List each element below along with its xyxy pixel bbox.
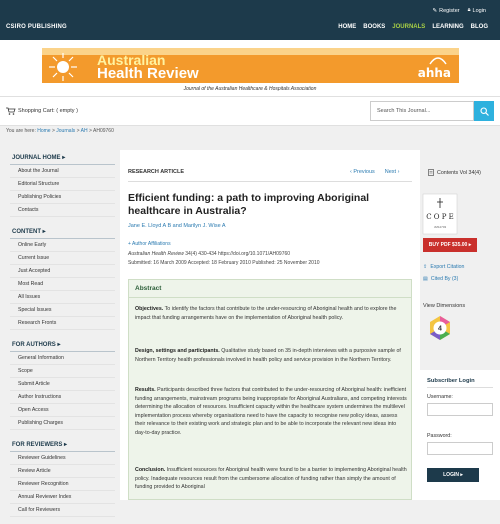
sidebar-item-current-issue[interactable]: Current Issue	[10, 252, 115, 265]
sidebar-item-general-info[interactable]: General Information	[10, 352, 115, 365]
sidebar-item-open-access[interactable]: Open Access	[10, 404, 115, 417]
password-label: Password:	[427, 433, 452, 439]
sunburst-icon	[46, 53, 80, 81]
nav-learning[interactable]: LEARNING	[432, 24, 464, 30]
sidebar-group-authors	[10, 337, 115, 430]
sidebar-heading-reviewers[interactable]: FOR REVIEWERS ▸	[10, 437, 115, 452]
abstract-objectives: Objectives. To identify the factors that contribute to the under-resourcing of Aboriginal health and to explore the impact that funding arrangements have on the implementation of Aboriginal health policy.	[135, 306, 397, 321]
article-dates: Submitted: 16 March 2009 Accepted: 18 February 2010 Published: 25 November 2010	[128, 260, 320, 266]
abstract-results: Results. Participants described three factors that contributed to the under-resourcing of Aboriginal health: inefficient funding arrangements, mainstream programs being inappropriate for Aboriginal Australians, and competing interests determining the allocation of resources. Insufficient capacity within the healthcare system undermines the multilevel implementation process whereby organisations need to have the capacity to recognise new policy ideas, assess their relevance to their existing work and strategic plan and to be able to incorporate the relevant new ideas into day-to-day practice.	[135, 387, 407, 436]
login-link[interactable]: 🔒︎ Login	[467, 7, 486, 14]
main-nav	[338, 24, 488, 30]
cope-text: C O P E	[426, 213, 454, 221]
abstract-divider	[129, 297, 411, 298]
breadcrumb-current: AH09760	[93, 128, 114, 134]
username-field[interactable]	[427, 403, 493, 416]
sidebar-item-reviewer-guidelines[interactable]: Reviewer Guidelines	[10, 452, 115, 465]
sidebar-item-call-reviewers[interactable]: Call for Reviewers	[10, 504, 115, 517]
sidebar-item-editorial[interactable]: Editorial Structure	[10, 178, 115, 191]
sidebar-item-scope[interactable]: Scope	[10, 365, 115, 378]
sidebar-heading-authors[interactable]: FOR AUTHORS ▸	[10, 337, 115, 352]
password-field[interactable]	[427, 442, 493, 455]
username-label: Username:	[427, 394, 453, 400]
cited-by-link[interactable]: ▤ Cited By (3)	[423, 276, 459, 282]
sidebar-item-submit-article[interactable]: Submit Article	[10, 378, 115, 391]
sidebar-item-most-read[interactable]: Most Read	[10, 278, 115, 291]
abstract-design: Design, settings and participants. Qualitative study based on 35 in-depth interviews with a purposive sample of Northern Territory health professionals involved in health policy and service provision in the Northern Territory.	[135, 348, 401, 363]
banner-caption: Journal of the Australian Healthcare & Hospitals Association	[183, 86, 317, 92]
dimensions-score: 4	[438, 325, 442, 333]
banner-line1: Australian	[97, 52, 166, 68]
sidebar-item-reviewer-index[interactable]: Annual Reviewer Index	[10, 491, 115, 504]
ahha-logo-mark	[429, 55, 447, 65]
journal-banner[interactable]	[42, 48, 459, 83]
sidebar-item-special-issues[interactable]: Special Issues	[10, 304, 115, 317]
register-link[interactable]: ✎ Register	[432, 7, 460, 14]
dimensions-badge-icon[interactable]	[427, 315, 453, 341]
abstract-heading: Abstract	[135, 285, 162, 292]
breadcrumb-journals[interactable]: Journals	[56, 128, 76, 134]
export-citation-link[interactable]: ⇪ Export Citation	[423, 264, 465, 270]
subscriber-login-panel	[420, 370, 500, 500]
sidebar-item-research-fronts[interactable]: Research Fronts	[10, 317, 115, 330]
sidebar-item-policies[interactable]: Publishing Policies	[10, 191, 115, 204]
search-button[interactable]	[474, 101, 494, 121]
breadcrumb: You are here: Home > Journals > AH > AH09760	[6, 128, 114, 134]
sidebar-group-content	[10, 224, 115, 330]
nav-books[interactable]: BOOKS	[363, 24, 386, 30]
login-divider	[427, 387, 493, 388]
login-heading: Subscriber Login	[427, 378, 475, 384]
cope-logo[interactable]	[423, 194, 457, 234]
pencil-icon: ✎	[432, 7, 438, 14]
sidebar-heading-content[interactable]: CONTENT ▸	[10, 224, 115, 239]
sidebar-item-reviewer-recognition[interactable]: Reviewer Recognition	[10, 478, 115, 491]
ahha-logo: ahha	[417, 66, 451, 80]
cope-subtext: JM12703	[433, 225, 447, 229]
next-link[interactable]: Next ›	[384, 169, 400, 175]
sidebar-item-about[interactable]: About the Journal	[10, 165, 115, 178]
article-pager	[350, 169, 399, 175]
search-icon	[480, 107, 489, 116]
sidebar-item-all-issues[interactable]: All Issues	[10, 291, 115, 304]
article-title: Efficient funding: a path to improving Aboriginal healthcare in Australia?	[128, 192, 370, 217]
author-affiliations-toggle[interactable]: + Author Affiliations	[128, 241, 171, 247]
buy-pdf-button[interactable]: BUY PDF $35.00 ▸	[423, 238, 477, 252]
sidebar-item-publishing-charges[interactable]: Publishing Charges	[10, 417, 115, 430]
nav-journals[interactable]: JOURNALS	[392, 24, 426, 30]
banner-line2: Health Review	[97, 65, 199, 82]
sidebar-item-review-article[interactable]: Review Article	[10, 465, 115, 478]
article-type: RESEARCH ARTICLE	[128, 169, 185, 175]
divider	[128, 181, 412, 182]
utility-links	[433, 7, 487, 14]
article-main	[120, 150, 420, 500]
shopping-cart[interactable]: Shopping Cart: ( empty )	[6, 107, 78, 115]
cart-search-row	[0, 96, 500, 126]
abstract-conclusion: Conclusion. Insufficient resources for Aboriginal health were found to be a barrier to implementing Aboriginal health policy. Inadequate resources result from the cumbersome allocation of funding rather than simply the amount of funding provided to Aboriginal	[135, 467, 407, 491]
article-authors[interactable]: Jane E. Lloyd A B and Marilyn J. Wise A	[128, 223, 226, 229]
citation-details: 34(4) 430-434 https://doi.org/10.1071/AH09760	[185, 251, 291, 257]
journal-banner-area	[0, 40, 500, 96]
search-input[interactable]: Search This Journal...	[370, 101, 474, 121]
abstract-panel	[128, 279, 412, 500]
sidebar-group-journal-home	[10, 150, 115, 217]
breadcrumb-home[interactable]: Home	[37, 128, 51, 134]
export-icon: ⇪	[423, 264, 428, 270]
nav-home[interactable]: HOME	[338, 24, 357, 30]
cart-icon	[6, 107, 15, 115]
sidebar-item-author-instructions[interactable]: Author Instructions	[10, 391, 115, 404]
left-sidebar	[10, 150, 115, 524]
sidebar-heading-journal-home[interactable]: JOURNAL HOME ▸	[10, 150, 115, 165]
sidebar-item-online-early[interactable]: Online Early	[10, 239, 115, 252]
sidebar-item-just-accepted[interactable]: Just Accepted	[10, 265, 115, 278]
top-header	[0, 0, 500, 40]
citation-journal: Australian Health Review	[128, 251, 184, 257]
sidebar-item-contacts[interactable]: Contacts	[10, 204, 115, 217]
sidebar-group-reviewers	[10, 437, 115, 517]
file-icon: ▤	[423, 276, 428, 282]
document-icon	[428, 169, 434, 176]
brand-logo[interactable]: CSIRO PUBLISHING	[6, 24, 67, 30]
article-citation	[128, 251, 290, 257]
previous-link[interactable]: ‹ Previous	[350, 169, 375, 175]
lock-icon: 🔒︎	[467, 7, 471, 13]
login-button[interactable]: LOGIN ▸	[427, 468, 479, 482]
contents-link[interactable]: Contents Vol 34(4)	[428, 169, 481, 176]
breadcrumb-ah[interactable]: AH	[80, 128, 88, 134]
nav-blog[interactable]: BLOG	[470, 24, 488, 30]
dimensions-heading: View Dimensions	[423, 303, 466, 309]
